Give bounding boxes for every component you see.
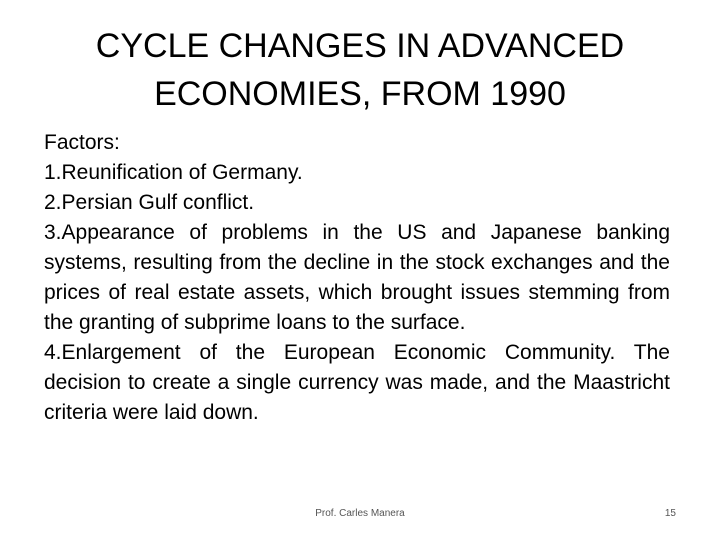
factor-item-1: 1.Reunification of Germany.: [44, 161, 303, 184]
slide-title-line-2: ECONOMIES, FROM 1990: [154, 75, 566, 113]
footer-author: Prof. Carles Manera: [315, 508, 405, 519]
factor-item-3: 3.Appearance of problems in the US and Japanese banking systems, resulting from the decline in the stock exchanges and the prices of real estate assets, which brought issues stemming from the granting of subprime loans to the surface.: [44, 221, 670, 334]
slide-number: 15: [664, 508, 676, 519]
factor-item-4: 4.Enlargement of the European Economic Community. The decision to create a single currency was made, and the Maastricht criteria were laid down.: [44, 341, 670, 424]
slide-title: [60, 22, 660, 118]
slide-title-line-1: CYCLE CHANGES IN ADVANCED: [95, 27, 625, 65]
factor-item-2: 2.Persian Gulf conflict.: [44, 191, 255, 214]
slide-body: [44, 128, 670, 428]
factors-heading: Factors:: [44, 131, 120, 154]
